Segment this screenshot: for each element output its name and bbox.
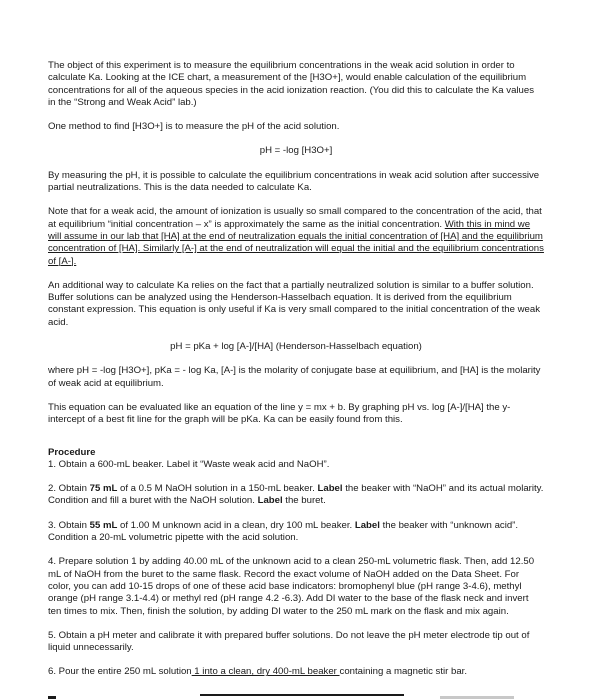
cut-off-underline (200, 694, 404, 696)
step-2-text-e: the buret. (282, 495, 326, 507)
step-3-text-d: the beaker with “unknown acid”. Condition a 20-mL volumetric pipette with the acid solution. (48, 519, 519, 544)
procedure-step-4: 4. Prepare solution 1 by adding 40.00 mL of the unknown acid to a clean 250-mL volumetric flask. Then, add 12.50 mL of NaOH from the buret to the same flask. Record the exact volume of NaOH added on the Data Sheet. For color, you can add 10-15 drops of one of these acid base indicators: bromophenyl blue (pH range 3-4.6), methyl orange (pH range 3.1-4.4) or methyl red (pH range 4.2 -6.3). Add DI water to the base of the flask neck and invert ten times to mix. Then, finish the solution, by adding DI water to the 250 mL mark on the flask and mix again. (48, 556, 535, 617)
cut-off-text-stub (48, 696, 56, 699)
note-underlined-assumption: With this in mind we will assume in our lab that [HA] at the end of neutralization equals the initial concentration of [HA] and the equilibrium concentration of [HA]. Similarly [A-] at the end of neutralization will equal the initial and the equilibrium concentrations of [A-]. (48, 218, 544, 267)
procedure-step-5: 5. Obtain a pH meter and calibrate it with prepared buffer solutions. Do not leave the pH meter electrode tip out of liquid unnecessarily. (48, 629, 530, 654)
equation-ph-definition: pH = -log [H3O+] (259, 145, 333, 157)
intro-paragraph-weak-acid-note (48, 206, 544, 267)
step-3-bold-label: Label (354, 519, 380, 531)
step-3-text-c: of 1.00 M unknown acid in a clean, dry 100 mL beaker. (117, 519, 355, 531)
intro-paragraph-definitions: where pH = -log [H3O+], pKa = - log Ka, [A-] is the molarity of conjugate base at equilibrium, and [HA] is the molarity of weak acid at equilibrium. (48, 365, 541, 389)
procedure-step-6 (48, 666, 544, 678)
procedure-heading: Procedure (48, 446, 96, 458)
cut-off-text-stub-faint (440, 696, 514, 699)
intro-paragraph-buffer: An additional way to calculate Ka relies on the fact that a partially neutralized solution is similar to a buffer solution. Buffer solutions can be analyzed using the Henderson-Hasselbach equation. It is derived from the equilibrium constant expression. This equation is only useful if Ka is very small compared to the initial concentration of the weak acid. (48, 279, 541, 328)
step-2-bold-label-1: Label (317, 483, 343, 495)
intro-paragraph-measuring-ph: By measuring the pH, it is possible to calculate the equilibrium concentrations in weak acid solution after successive partial neutralizations. This is the data needed to calculate Ka. (48, 169, 540, 194)
step-3-text-a: 3. Obtain (48, 519, 90, 531)
step-6-text-b: containing a magnetic stir bar. (339, 666, 468, 678)
intro-paragraph-line-equation: This equation can be evaluated like an equation of the line y = mx + b. By graphing pH vs. log [A-]/[HA] the y-intercept of a best fit line for the graph will be pKa. Ka can be easily found from this. (48, 401, 511, 426)
cut-off-next-line (48, 694, 544, 700)
note-text: Note that for a weak acid, the amount of ionization is usually so small compared to the concentration of the acid, that at equilibrium “initial concentration – x” is approximately the same as the initial concentration. (48, 206, 542, 230)
step-2-bold-volume: 75 mL (89, 483, 118, 495)
step-2-text-d: the beaker with “NaOH” and its actual molarity. Condition and fill a buret with the NaOH solution. (48, 483, 544, 507)
procedure-step-1: 1. Obtain a 600-mL beaker. Label it “Waste weak acid and NaOH”. (48, 458, 330, 470)
equation-henderson-hasselbach: pH = pKa + log [A-]/[HA] (Henderson-Hasselbach equation) (170, 341, 422, 353)
step-6-text-a: 6. Pour the entire 250 mL solution (48, 666, 192, 678)
step-6-underlined: 1 into a clean, dry 400-mL beaker (191, 666, 340, 678)
procedure-step-2 (48, 483, 544, 508)
intro-paragraph-objective: The object of this experiment is to measure the equilibrium concentrations in the weak acid solution in order to calculate Ka. Looking at the ICE chart, a measurement of the [H3O+], would enable calculation of the equilibrium concentrations for all of the aqueous species in the acid ionization reaction. (You did this to calculate the Ka values in the “Strong and Weak Acid” lab.) (48, 60, 535, 108)
step-3-bold-volume: 55 mL (89, 519, 118, 531)
intro-paragraph-ph-method: One method to find [H3O+] is to measure the pH of the acid solution. (48, 121, 340, 133)
step-2-text-a: 2. Obtain (48, 483, 90, 495)
step-2-text-c: of a 0.5 M NaOH solution in a 150-mL beaker. (117, 483, 318, 495)
procedure-step-3 (48, 520, 544, 545)
step-2-bold-label-2: Label (257, 495, 283, 507)
document-body (48, 60, 544, 679)
